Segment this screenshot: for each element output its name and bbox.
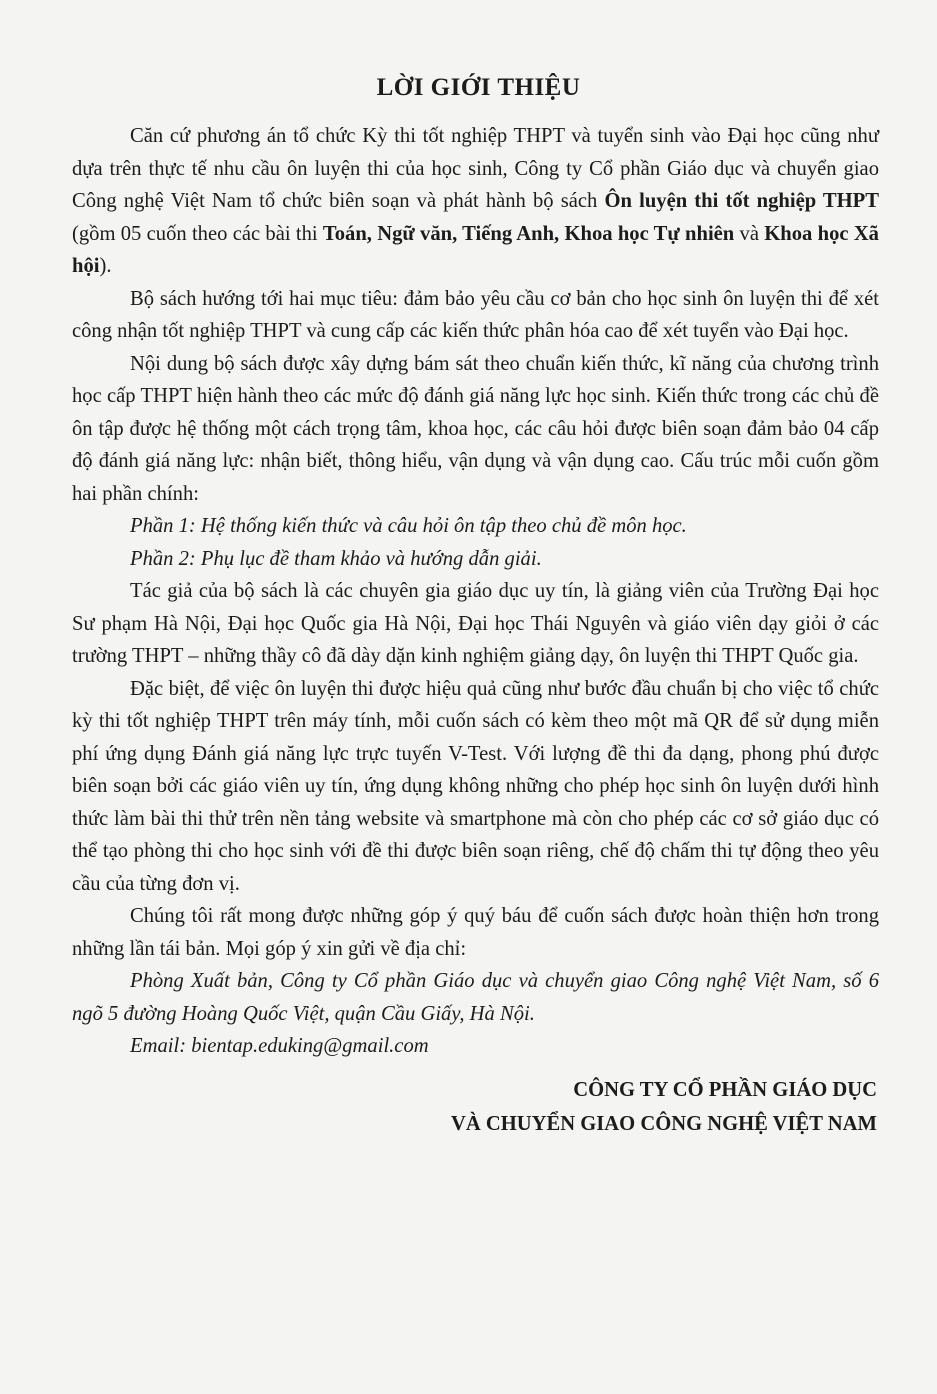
content-paragraph: Nội dung bộ sách được xây dựng bám sát theo chuẩn kiến thức, kĩ năng của chương trình học cấp THPT hiện hành theo các mức độ đánh giá năng lực học sinh. Kiến thức trong các chủ đề ôn tập được hệ thống một cách trọng tâm, khoa học, các câu hỏi được biên soạn đảm bảo 04 cấp độ đánh giá năng lực: nhận biết, thông hiểu, vận dụng và vận dụng cao. Cấu trúc mỗi cuốn gồm hai phần chính: <box>72 352 879 505</box>
intro-text-3: và <box>734 222 765 245</box>
feedback-paragraph: Chúng tôi rất mong được những góp ý quý báu để cuốn sách được hoàn thiện hơn trong những lần tái bản. Mọi góp ý xin gửi về địa chỉ: <box>72 905 879 960</box>
series-name: Ôn luyện thi tốt nghiệp THPT <box>604 190 879 212</box>
signature-line-2: VÀ CHUYỂN GIAO CÔNG NGHỆ VIỆT NAM <box>450 1112 877 1135</box>
intro-text-2: (gồm 05 cuốn theo các bài thi <box>72 222 323 245</box>
intro-text-1: Căn cứ phương án tổ chức Kỳ thi tốt nghiệp THPT và tuyển sinh vào Đại học cũng như dựa trên thực tế nhu cầu ôn luyện thi của học sinh, Công ty Cổ phần Giáo dục và chuyển giao Công nghệ Việt Nam tổ chức biên soạn và phát hành bộ sách <box>72 125 879 212</box>
vtest-paragraph: Đặc biệt, để việc ôn luyện thi được hiệu quả cũng như bước đầu chuẩn bị cho việc tổ chức kỳ thi tốt nghiệp THPT trên máy tính, mỗi cuốn sách có kèm theo một mã QR để sử dụng miễn phí ứng dụng Đánh giá năng lực trực tuyến V-Test. Với lượng đề thi đa dạng, phong phú được biên soạn bởi các giáo viên uy tín, ứng dụng không những cho phép học sinh ôn luyện dưới hình thức làm bài thi thử trên nền tảng website và smartphone mà còn cho phép các cơ sở giáo dục có thể tạo phòng thi cho học sinh với đề thi được biên soạn riêng, chế độ chấm thi tự động theo yêu cầu của từng đơn vị. <box>72 677 879 895</box>
address-text: Phòng Xuất bản, Công ty Cổ phần Giáo dục và chuyển giao Công nghệ Việt Nam, số 6 ngõ 5 đường Hoàng Quốc Việt, quận Cầu Giấy, Hà Nội. <box>72 970 879 1025</box>
page-title: LỜI GIỚI THIỆU <box>376 74 581 101</box>
part-2-item: Phần 2: Phụ lục đề tham khảo và hướng dẫn giải. <box>130 547 542 570</box>
subjects-list: Toán, Ngữ văn, Tiếng Anh, Khoa học Tự nhiên <box>322 222 735 245</box>
intro-paragraph <box>72 120 879 283</box>
signature-block <box>72 1073 879 1141</box>
part-1-item: Phần 1: Hệ thống kiến thức và câu hỏi ôn tập theo chủ đề môn học. <box>130 515 687 537</box>
goals-paragraph: Bộ sách hướng tới hai mục tiêu: đảm bảo yêu cầu cơ bản cho học sinh ôn luyện thi để xét công nhận tốt nghiệp THPT và cung cấp các kiến thức phân hóa cao để xét tuyển vào Đại học. <box>72 287 879 342</box>
email-text: Email: bientap.eduking@gmail.com <box>130 1035 429 1057</box>
authors-paragraph: Tác giả của bộ sách là các chuyên gia giáo dục uy tín, là giảng viên của Trường Đại học Sư phạm Hà Nội, Đại học Quốc gia Hà Nội, Đại học Thái Nguyên và giáo viên dạy giỏi ở các trường THPT – những thầy cô đã dày dặn kinh nghiệm giảng dạy, ôn luyện thi THPT Quốc gia. <box>72 580 879 667</box>
signature-line-1: CÔNG TY CỔ PHẦN GIÁO DỤC <box>573 1078 877 1101</box>
subject-social-science: Khoa học Xã hội <box>72 222 879 277</box>
intro-text-4: ). <box>99 255 112 277</box>
